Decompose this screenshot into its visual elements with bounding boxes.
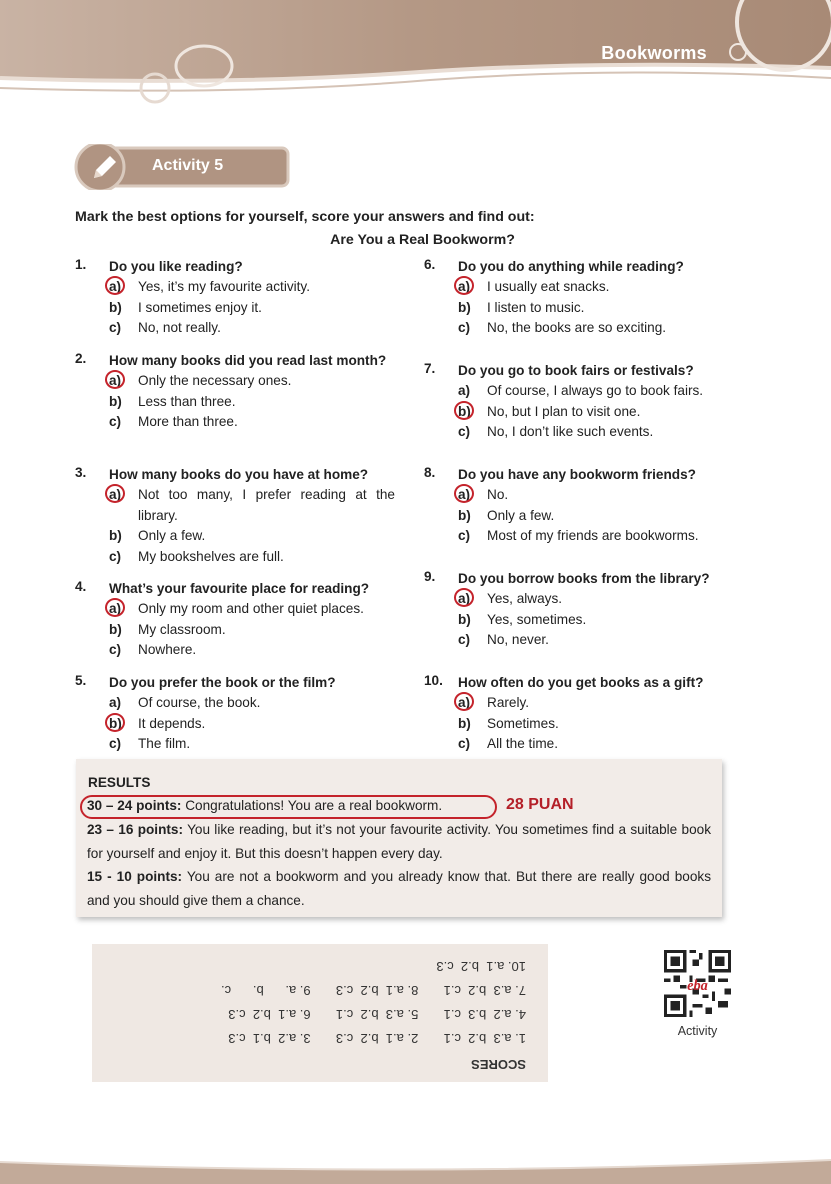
option-letter: c) xyxy=(109,642,122,658)
question-text: Do you like reading? xyxy=(109,259,243,274)
answer-option[interactable] xyxy=(109,392,391,413)
answer-option[interactable] xyxy=(458,589,744,610)
instructions: Mark the best options for yourself, score your answers and find out: xyxy=(75,209,535,225)
option-letter: a) xyxy=(458,383,471,398)
answer-option[interactable] xyxy=(458,485,744,506)
option-letter: a) xyxy=(109,373,122,388)
selected-answer-circle xyxy=(105,713,125,732)
option-letter: c) xyxy=(458,632,471,648)
option-letter: a) xyxy=(109,487,122,502)
option-letter: b) xyxy=(109,528,122,544)
option-letter: c) xyxy=(458,320,471,336)
answer-option[interactable] xyxy=(109,277,395,298)
footer-band xyxy=(0,1156,831,1184)
answer-option[interactable] xyxy=(109,547,395,568)
question-number: 10. xyxy=(424,673,443,688)
question-number: 3. xyxy=(75,465,87,480)
option-letter: b) xyxy=(458,715,471,731)
question-2 xyxy=(75,351,391,433)
question-number: 7. xyxy=(424,361,436,376)
result-line: 15 - 10 points: You are not a bookworm and you already know that. But there are really good books and you should give them a chance. xyxy=(87,869,711,908)
option-text: Only my room and other quiet places. xyxy=(138,601,364,616)
answer-option[interactable] xyxy=(458,630,744,651)
selected-answer-circle xyxy=(454,484,474,503)
answer-option[interactable] xyxy=(109,298,395,319)
answer-option[interactable] xyxy=(458,277,744,298)
option-letter: c) xyxy=(458,528,471,544)
option-text: I usually eat snacks. xyxy=(487,279,610,294)
question-text: Do you prefer the book or the film? xyxy=(109,675,336,690)
option-letter: a) xyxy=(109,279,122,294)
option-letter: c) xyxy=(109,320,122,336)
answer-option[interactable] xyxy=(458,526,744,547)
selected-answer-circle xyxy=(105,598,125,617)
option-text: My bookshelves are full. xyxy=(138,548,284,564)
option-letter: a) xyxy=(458,487,471,502)
option-letter: b) xyxy=(458,403,471,419)
option-text: Rarely. xyxy=(487,695,530,710)
option-text: No, the books are so exciting. xyxy=(487,320,667,336)
option-text: Nowhere. xyxy=(138,642,197,658)
option-text: No, never. xyxy=(487,632,549,648)
option-text: No, not really. xyxy=(138,320,221,336)
option-text: Sometimes. xyxy=(487,715,559,731)
option-text: No. xyxy=(487,487,509,502)
question-number: 6. xyxy=(424,257,436,272)
scores-row: 7. a.3 b.2 c.1 8. a.1 b.2 c.3 9. a. b. c. xyxy=(221,983,526,998)
page-title: Bookworms xyxy=(601,43,707,63)
answer-option[interactable] xyxy=(458,610,744,631)
scores-row: 10. a.1 b.2 c.3 xyxy=(436,959,526,974)
pencil-icon xyxy=(84,150,122,186)
question-1 xyxy=(75,257,395,339)
answer-option[interactable] xyxy=(109,620,395,641)
option-letter: a) xyxy=(109,601,122,616)
option-text: Yes, it’s my favourite activity. xyxy=(138,279,310,294)
option-text: More than three. xyxy=(138,414,238,430)
selected-answer-circle xyxy=(105,370,125,389)
option-text: No, but I plan to visit one. xyxy=(487,403,641,419)
answer-option[interactable] xyxy=(109,693,395,714)
answer-option[interactable] xyxy=(109,599,395,620)
option-letter: a) xyxy=(458,591,471,606)
option-text: The film. xyxy=(138,736,191,752)
answer-option[interactable] xyxy=(109,485,395,526)
option-letter: c) xyxy=(458,736,471,752)
answer-option[interactable] xyxy=(458,318,744,339)
option-letter: a) xyxy=(458,695,471,710)
question-9 xyxy=(424,569,744,651)
option-text: Only a few. xyxy=(138,528,206,544)
question-text: How many books do you have at home? xyxy=(109,467,369,482)
option-text: Most of my friends are bookworms. xyxy=(487,528,699,544)
option-letter: c) xyxy=(109,736,122,752)
answer-option[interactable] xyxy=(458,402,744,423)
eba-logo: eba xyxy=(687,977,708,994)
scores-row: 1. a.3 b.2 c.1 2. a.1 b.2 c.3 3. a.2 b.1 c.3 xyxy=(228,1031,526,1046)
selected-answer-circle xyxy=(454,276,474,295)
question-text: How often do you get books as a gift? xyxy=(458,675,704,690)
option-letter: b) xyxy=(458,299,471,315)
question-number: 4. xyxy=(75,579,87,594)
question-number: 8. xyxy=(424,465,436,480)
answer-highlight-ring xyxy=(80,795,497,819)
option-letter: c) xyxy=(458,424,471,440)
option-text: All the time. xyxy=(487,736,559,752)
question-text: What’s your favourite place for reading? xyxy=(109,581,370,596)
answer-option[interactable] xyxy=(458,381,744,402)
question-text: Do you borrow books from the library? xyxy=(458,571,710,586)
answer-option[interactable] xyxy=(458,693,744,714)
option-text: It depends. xyxy=(138,715,206,731)
answer-option[interactable] xyxy=(109,734,395,755)
results-title: RESULTS xyxy=(88,775,151,790)
answer-option[interactable] xyxy=(109,526,395,547)
answer-option[interactable] xyxy=(109,371,391,392)
selected-answer-circle xyxy=(105,484,125,503)
question-4 xyxy=(75,579,395,661)
option-letter: b) xyxy=(109,299,122,315)
selected-answer-circle xyxy=(454,401,474,420)
answer-option[interactable] xyxy=(109,318,395,339)
question-7 xyxy=(424,361,744,443)
answer-option[interactable] xyxy=(109,640,395,661)
question-number: 5. xyxy=(75,673,87,688)
answer-option[interactable] xyxy=(109,412,391,433)
question-10 xyxy=(424,673,744,755)
answer-option[interactable] xyxy=(458,734,744,755)
option-letter: b) xyxy=(458,507,471,523)
question-number: 9. xyxy=(424,569,436,584)
option-letter: b) xyxy=(458,611,471,627)
selected-answer-circle xyxy=(105,276,125,295)
option-text: Of course, I always go to book fairs. xyxy=(487,383,704,398)
option-letter: c) xyxy=(109,548,122,564)
result-line: 30 – 24 points: Congratulations! You are a real bookworm. xyxy=(87,798,443,813)
question-number: 1. xyxy=(75,257,87,272)
question-3 xyxy=(75,465,395,567)
answer-option[interactable] xyxy=(458,714,744,735)
scores-panel xyxy=(92,944,548,1082)
option-text: I sometimes enjoy it. xyxy=(138,299,262,315)
question-number: 2. xyxy=(75,351,87,366)
option-text: I listen to music. xyxy=(487,299,585,315)
question-8 xyxy=(424,465,744,547)
question-text: Do you have any bookworm friends? xyxy=(458,467,696,482)
selected-answer-circle xyxy=(454,692,474,711)
option-letter: a) xyxy=(109,695,122,710)
option-letter: a) xyxy=(458,279,471,294)
answer-option[interactable] xyxy=(109,714,395,735)
option-text: Of course, the book. xyxy=(138,695,261,710)
qr-label: Activity xyxy=(677,1024,718,1038)
result-line: 23 – 16 points: You like reading, but it’s not your favourite activity. You sometimes find a suitable book for yourself and enjoy it. But this doesn’t happen every day. xyxy=(87,822,711,861)
option-text: No, I don’t like such events. xyxy=(487,424,654,440)
question-text: How many books did you read last month? xyxy=(109,353,387,368)
option-text: My classroom. xyxy=(138,621,226,637)
option-letter: b) xyxy=(109,393,122,409)
option-text: Yes, sometimes. xyxy=(487,611,587,627)
qr-code[interactable] xyxy=(664,950,731,1017)
scores-title: SCORES xyxy=(471,1057,526,1072)
answer-option[interactable] xyxy=(458,422,744,443)
answer-option[interactable] xyxy=(458,298,744,319)
option-letter: b) xyxy=(109,621,122,637)
scores-upside-down xyxy=(92,944,548,1082)
selected-answer-circle xyxy=(454,588,474,607)
option-text: Only the necessary ones. xyxy=(138,373,292,388)
quiz-title: Are You a Real Bookworm? xyxy=(330,232,515,248)
option-text: Less than three. xyxy=(138,393,236,409)
option-text: Yes, always. xyxy=(487,591,563,606)
scores-row: 4. a.2 b.3 c.1 5. a.3 b.2 c.1 6. a.1 b.2 c.3 xyxy=(228,1007,526,1022)
answer-option[interactable] xyxy=(458,506,744,527)
option-text: Only a few. xyxy=(487,507,555,523)
question-6 xyxy=(424,257,744,339)
question-text: Do you go to book fairs or festivals? xyxy=(458,363,694,378)
handwritten-score: 28 PUAN xyxy=(506,796,574,813)
activity-label: Activity 5 xyxy=(152,157,224,174)
question-text: Do you do anything while reading? xyxy=(458,259,684,274)
option-letter: c) xyxy=(109,414,122,430)
question-5 xyxy=(75,673,395,755)
option-letter: b) xyxy=(109,715,122,731)
option-text: Not too many, I prefer reading at the library. xyxy=(138,487,395,523)
